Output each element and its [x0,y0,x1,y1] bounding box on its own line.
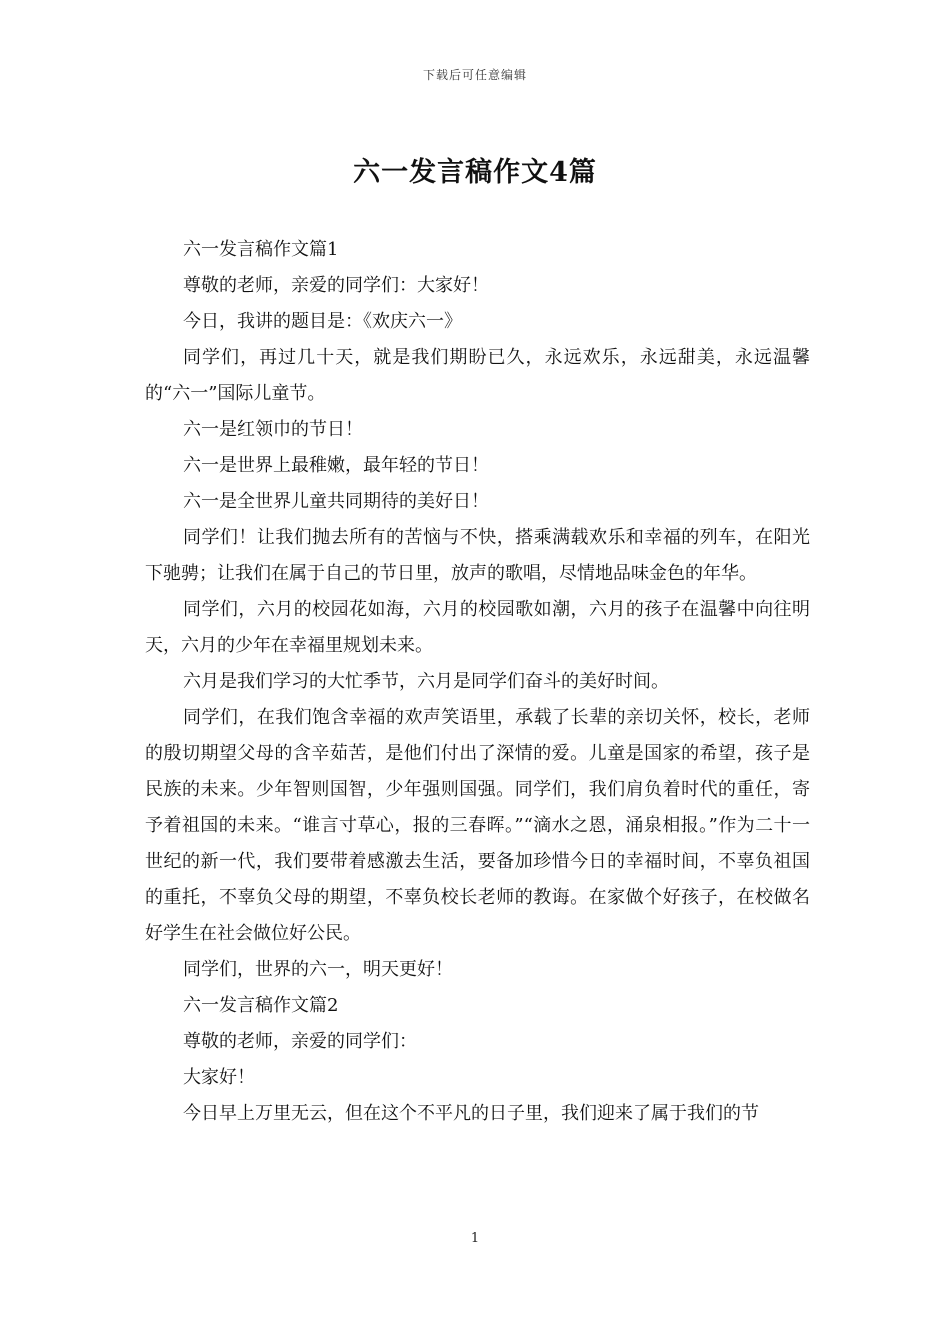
section-heading-1: 六一发言稿作文篇1 [183,239,339,260]
paragraph: 大家好！ [183,1067,255,1088]
paragraph: 尊敬的老师，亲爱的同学们： [183,1031,417,1052]
section-heading-2: 六一发言稿作文篇2 [183,995,339,1016]
paragraph: 六一是全世界儿童共同期待的美好日！ [183,491,489,512]
paragraph: 同学们，在我们饱含幸福的欢声笑语里，承载了长辈的亲切关怀，校长，老师的殷切期望父母的含辛茹苦，是他们付出了深情的爱。儿童是国家的希望，孩子是民族的未来。少年智则国智，少年强则国强。同学们，我们肩负着时代的重任，寄予着祖国的未来。“谁言寸草心，报的三春晖。”“滴水之恩，涌泉相报。”作为二十一世纪的新一代，我们要带着感激去生活，要备加珍惜今日的幸福时间，不辜负祖国的重托，不辜负父母的期望，不辜负校长老师的教诲。在家做个好孩子，在校做名好学生在社会做位好公民。 [145,707,810,944]
paragraph: 同学们！让我们抛去所有的苦恼与不快，搭乘满载欢乐和幸福的列车，在阳光下驰骋；让我们在属于自己的节日里，放声的歌唱，尽情地品味金色的年华。 [145,527,810,584]
header-note: 下载后可任意编辑 [422,68,527,82]
document-body [145,232,810,1132]
paragraph: 六一是世界上最稚嫩，最年轻的节日！ [183,455,489,476]
paragraph: 同学们，世界的六一，明天更好！ [183,959,453,980]
paragraph: 尊敬的老师，亲爱的同学们：大家好！ [183,275,489,296]
page-number: 1 [470,1231,480,1246]
paragraph: 今日，我讲的题目是：《欢庆六一》 [183,311,462,332]
document-title: 六一发言稿作文4篇 [353,157,597,188]
paragraph: 六一是红领巾的节日！ [183,419,363,440]
paragraph: 六月是我们学习的大忙季节，六月是同学们奋斗的美好时间。 [183,671,669,692]
paragraph: 今日早上万里无云，但在这个不平凡的日子里，我们迎来了属于我们的节 [183,1103,759,1124]
paragraph: 同学们，再过几十天，就是我们期盼已久，永远欢乐，永远甜美，永远温馨的“六一”国际儿童节。 [145,347,810,404]
paragraph: 同学们，六月的校园花如海，六月的校园歌如潮，六月的孩子在温馨中向往明天，六月的少年在幸福里规划未来。 [145,599,810,656]
